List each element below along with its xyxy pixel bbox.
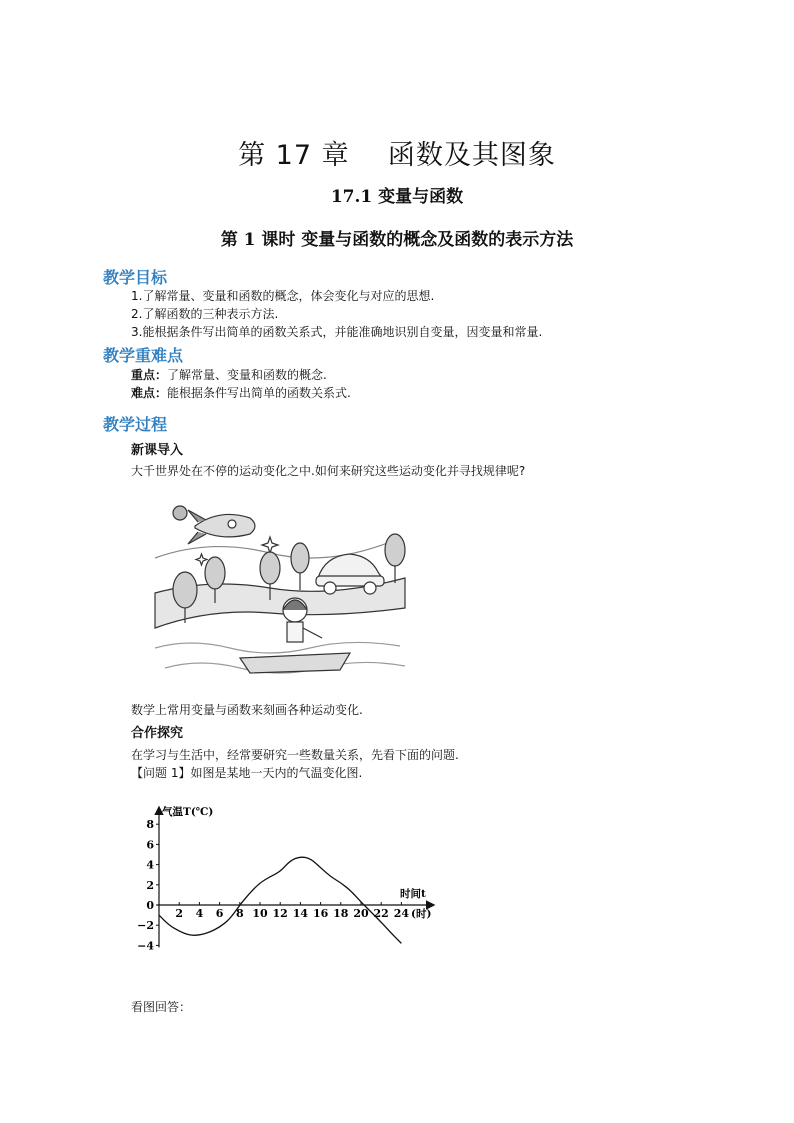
x-tick-label: 4 [195,907,204,920]
focus-label: 重点： [131,368,168,382]
x-tick-label: 22 [373,907,389,920]
x-tick-label: 16 [312,907,329,920]
after-image-text: 数学上常用变量与函数来刻画各种运动变化. [131,703,363,717]
x-axis-label: 时间t [400,888,426,900]
x-tick-label: 10 [252,907,268,920]
y-tick-label: 0 [146,899,154,912]
cartoon-illustration [150,498,415,693]
y-tick-label: −2 [137,919,154,933]
key-points-heading: 教学重难点 [103,346,184,365]
planet-icon [173,506,187,520]
difficulty-line [131,385,351,401]
temperature-chart [135,800,445,960]
star-icon [262,537,278,553]
answer-prompt: 看图回答： [131,1000,192,1014]
car-icon [316,554,384,594]
explore-heading: 合作探究 [131,726,184,741]
rocket-icon [188,510,255,544]
x-axis-unit: (时) [411,908,432,920]
x-tick-label: 18 [333,907,349,920]
intro-heading: 新课导入 [131,443,184,458]
section-title: 17.1 变量与函数 [330,187,464,207]
objective-item-3: 3.能根据条件写出简单的函数关系式，并能准确地识别自变量，因变量和常量. [131,325,543,339]
focus-text: 了解常量、变量和函数的概念. [167,368,327,382]
objectives-heading: 教学目标 [103,268,168,287]
x-tick-label: 24 [393,907,410,920]
y-tick-label: 4 [146,858,154,872]
lesson-title: 第 1 课时 变量与函数的概念及函数的表示方法 [220,230,574,250]
process-heading: 教学过程 [103,415,168,434]
y-axis-label: 气温T(℃) [162,806,214,818]
intro-text: 大千世界处在不停的运动变化之中.如何来研究这些运动变化并寻找规律呢? [131,464,526,478]
x-tick-label: 2 [175,907,184,920]
explore-text: 在学习与生活中，经常要研究一些数量关系，先看下面的问题. [131,748,459,762]
y-tick-label: −4 [137,939,154,953]
chapter-title: 第 17 章 函数及其图象 [238,140,556,171]
star-icon [196,554,207,565]
y-tick-label: 2 [146,878,154,892]
difficulty-label: 难点： [131,386,168,400]
difficulty-text: 能根据条件写出简单的函数关系式. [167,386,351,400]
x-tick-label: 8 [235,907,244,920]
objective-item-2: 2.了解函数的三种表示方法. [131,307,279,321]
x-tick-label: 6 [215,907,224,920]
y-tick-label: 8 [146,818,154,832]
question-1: 【问题 1】如图是某地一天内的气温变化图. [131,766,363,780]
x-tick-label: 12 [272,907,288,920]
focus-line [131,367,327,383]
y-tick-label: 6 [146,838,154,852]
x-tick-label: 20 [353,907,369,920]
objective-item-1: 1.了解常量、变量和函数的概念，体会变化与对应的思想. [131,289,435,303]
series-line [159,857,401,943]
x-tick-label: 14 [292,907,309,920]
